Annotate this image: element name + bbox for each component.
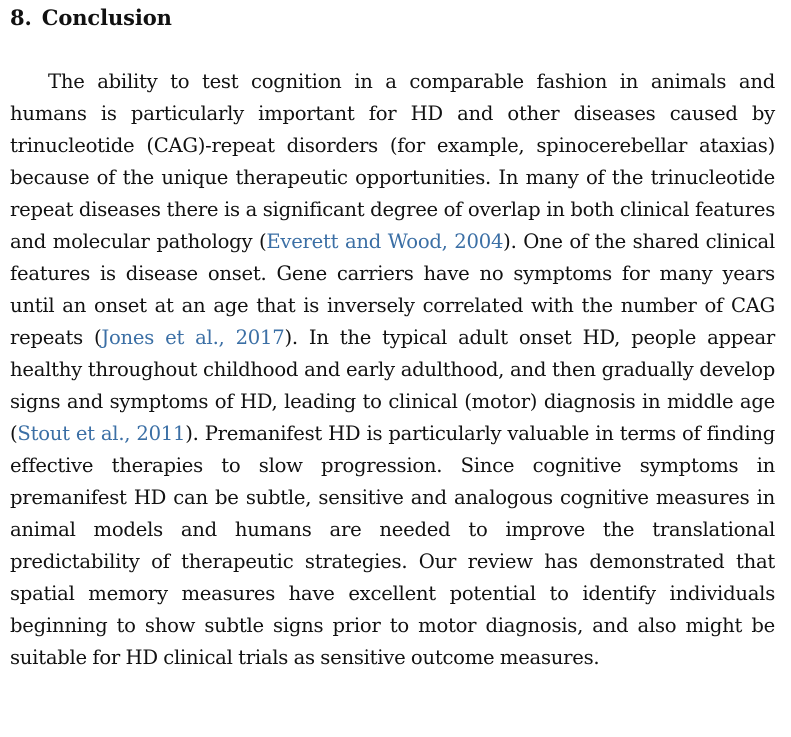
conclusion-paragraph [10,66,775,674]
section-title: Conclusion [41,5,172,30]
paragraph-text-3: ). In the typical adult onset HD, people appear healthy throughout childhood and early adulthood, and then gradually develop signs and symptoms of HD, leading to clinical (motor) diagnosis in middle age ( [10,326,775,445]
paragraph-text-2: ). One of the shared clinical features is disease onset. Gene carriers have no symptoms for many years until an onset at an age that is inversely correlated with the number of CAG repeats ( [10,230,775,349]
paragraph-text-1: The ability to test cognition in a comparable fashion in animals and humans is particularly important for HD and other diseases caused by trinucleotide (CAG)-repeat disorders (for example, spinocerebellar ataxias) because of the unique therapeutic opportunities. In many of the trinucleotide repeat diseases there is a significant degree of overlap in both clinical features and molecular pathology ( [10,70,775,253]
citation-link-everett-wood[interactable]: Everett and Wood, 2004 [266,230,504,253]
section-heading [10,2,172,34]
paragraph-text-4: ). Premanifest HD is particularly valuable in terms of finding effective therapies to slow progression. Since cognitive symptoms in premanifest HD can be subtle, sensitive and analogous cognitive measures in animal models and humans are needed to improve the translational predictability of therapeutic strategies. Our review has demonstrated that spatial memory measures have excellent potential to identify individuals beginning to show subtle signs prior to motor diagnosis, and also might be suitable for HD clinical trials as sensitive outcome measures. [10,422,775,669]
citation-link-jones[interactable]: Jones et al., 2017 [101,326,285,349]
section-number: 8. [10,5,32,30]
citation-link-stout[interactable]: Stout et al., 2011 [17,422,186,445]
